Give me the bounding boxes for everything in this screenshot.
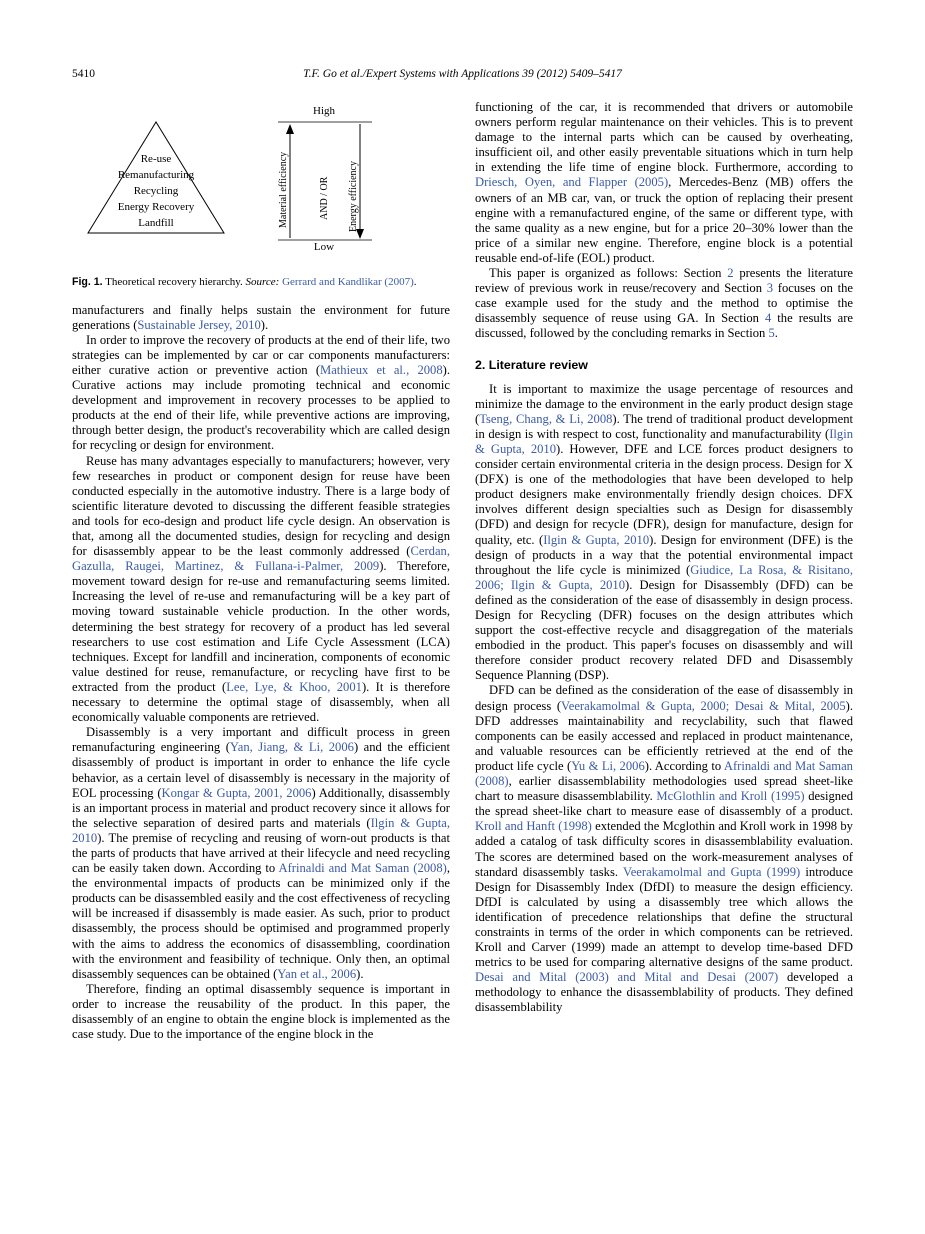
rc-p3-c: ). However, DFE and LCE forces product designers to consider certain environmental criteria in the design process. Design for X (DFX) is one of the methodologies that have been developed to help product designers make environmentally friendly design choices. DFX involves different design specialties such as Design for disassembly (DFD) and design for recycle (DFR), design for manufacture, design for quality, etc. ( [475, 441, 853, 547]
rc-p4-citation-4[interactable]: McGlothlin and Kroll (1995) [656, 789, 805, 804]
figure-label: Fig. 1. [72, 276, 103, 288]
rc-p4-citation-7[interactable]: Desai and Mital (2003) and Mital and Desai (2007) [475, 970, 779, 985]
svg-text:AND / OR: AND / OR [319, 176, 330, 220]
lc-p4-a: Disassembly is a very important and difficult process in green remanufacturing engineering ( [72, 725, 450, 755]
journal-running-title: T.F. Go et al./Expert Systems with Applications 39 (2012) 5409–5417 [303, 68, 622, 80]
rc-p2-c: focuses on the case example used for the study and the method to optimise the disassembly sequence of reuse using GA. In Section [475, 281, 853, 326]
left-column [72, 100, 450, 1042]
svg-text:Recycling: Recycling [133, 185, 179, 197]
svg-text:Landfill: Landfill [138, 217, 174, 229]
lc-p4-b: ) and the efficient disassembly of product is important in order to enhance the life cycle behavior, as a certain level of disassembly is necessary in the majority of EOL processing ( [72, 740, 450, 800]
recovery-hierarchy-diagram [72, 100, 450, 268]
lc-p2-a: In order to improve the recovery of products at the end of their life, two strategies can be implemented by car or car components manufacturers: either curative action or preventive action ( [72, 332, 450, 377]
lc-p2-b: ). Curative actions may include promoting technical and economic development and improvement in recovery processes to be applied to products at the end of their life, while preventive actions are improving, through better design, the product's recoverability which are called design for recycling or design for environment. [72, 362, 450, 453]
svg-text:Energy Recovery: Energy Recovery [117, 201, 195, 213]
lc-p1-a: manufacturers and finally helps sustain the environment for future generations ( [72, 302, 450, 332]
rc-p3-citation-2[interactable]: Ilgin & Gupta, 2010 [475, 426, 853, 456]
svg-text:Low: Low [313, 241, 335, 253]
rc-p4-g: introduce Design for Disassembly Index (DfDI) to measure the design efficiency. DfDI is calculated by using a disassembly tree which allows the identification of precedence relationships that define the structural constraints in terms of the order in which components can be retrieved. Kroll and Carver (1999) made an attempt to develop time-based DFD metrics to be used for comparing alternative designs of the same product. [475, 864, 853, 970]
figure-1 [72, 100, 450, 268]
lc-p4-citation-2[interactable]: Kongar & Gupta, 2001, 2006 [161, 785, 312, 800]
rc-p4-e: designed the spread sheet-like chart to measure ease of disassembly of a product. [475, 789, 853, 819]
svg-text:High: High [313, 105, 335, 117]
rc-p4-b: ). DFD addresses maintainability and recyclability, such that flawed components can be easily accessed and replaced in product maintenance, and valuable resources can be efficiently retrieved at the end of the product life cycle ( [475, 698, 854, 773]
lc-paragraph-3 [72, 454, 450, 726]
lc-p3-b: ). Therefore, movement toward design for re-use and remanufacturing seems limited. Increasing the level of re-use and remanufacturing will be a key part of moving toward sustainable vehicle production. In the other words, determining the best strategy for recovery of a product has led several researchers to use cost estimation and Life Cycle Assessment (LCA) techniques. Except for landfill and incineration, components of economic value destined for reuse, remanufacture, or recycling have first to be extracted from the product ( [72, 559, 450, 694]
rc-p4-citation-6[interactable]: Veerakamolmal and Gupta (1999) [623, 864, 801, 879]
rc-paragraph-3 [475, 382, 853, 684]
rc-p3-a: It is important to maximize the usage percentage of resources and minimize the damage to the environment in the early product design stage ( [475, 381, 853, 426]
lc-p4-citation-3[interactable]: Ilgin & Gupta, 2010 [72, 815, 450, 845]
rc-p4-citation-5[interactable]: Kroll and Hanft (1998) [475, 819, 592, 834]
lc-p1-end: ). [260, 317, 269, 332]
rc-paragraph-1 [475, 100, 853, 266]
rc-p4-d: , earlier disassemblability methodologies used spread sheet-like chart to measure disassemblability. [475, 774, 853, 804]
rc-p4-a: DFD can be defined as the consideration of the ease of disassembly in design process ( [475, 683, 853, 713]
rc-p4-c: ). According to [644, 758, 724, 773]
rc-p4-h: developed a methodology to enhance the disassemblability of products. They defined disassemblability [475, 970, 853, 1015]
figure-source-word: Source: [245, 276, 280, 288]
lc-paragraph-2 [72, 333, 450, 454]
lc-p4-citation-5[interactable]: Yan et al., 2006 [277, 966, 357, 981]
lc-p3-citation-1[interactable]: Cerdan, Gazulla, Raugei, Martinez, & Fullana-i-Palmer, 2009 [72, 544, 450, 574]
lc-p4-c: ) Additionally, disassembly is an important process in material and product recovery since it allows for the selective separation of desired parts and materials ( [72, 785, 450, 830]
right-column [475, 100, 853, 1016]
lc-p3-c: ). It is therefore necessary to determine the optimal stage of disassembly, when all economically valuable components are retrieved. [72, 679, 450, 725]
rc-p2-e: . [774, 326, 778, 341]
rc-p1-a: functioning of the car, it is recommended that drivers or automobile owners perform regular maintenance on their vehicles. This is to prevent damage to the internal parts which can be caused by overheating, insufficient oil, and other easily preventable situations which in turn help in extending the life time of engine block. Furthermore, according to [475, 100, 853, 175]
rc-p2-d: the results are discussed, followed by the concluding remarks in Section [475, 311, 853, 341]
rc-p3-citation-3[interactable]: Ilgin & Gupta, 2010 [543, 532, 650, 547]
lc-p4-f: ). [356, 966, 364, 981]
lc-p3-citation-2[interactable]: Lee, Lye, & Khoo, 2001 [226, 679, 362, 694]
rc-p3-d: ). Design for environment (DFE) is the design of products in a way that the potential environmental impact throughout the life cycle is minimized ( [475, 532, 854, 577]
lc-p4-e: , the environmental impacts of products can be minimized only if the products can be disassembled easily and the cost effectiveness of recycling will be increased if disassembly is made easier. As such, prior to product disassembly, the process should be optimised and programmed properly with the aims to address the economics of disassembling, coordination with the environment and feasibility of technique. Only then, an optimal disassembly sequences can be obtained ( [72, 861, 450, 981]
rc-p4-f: extended the Mcglothin and Kroll work in 1998 by added a catalog of task difficulty scores in disassemblability evaluation. The scores are determined based on the work-measurement analyses of standard disassembly tasks. [475, 819, 853, 879]
rc-paragraph-4 [475, 683, 853, 1015]
rc-p3-e: ). Design for Disassembly (DFD) can be defined as the consideration of the ease of disassembly in design process. Design for Recycling (DFR) focuses on the design attributes which support the cost-effective recycle and disaggregation of the materials embodied in the product. This paper's focuses on disassembly and will therefore consider product recovery related DFD and Disassembly Sequence Planning (DSP). [475, 577, 854, 683]
figure-source-citation[interactable]: Gerrard and Kandlikar (2007) [282, 276, 414, 288]
figure-caption-end: . [413, 276, 417, 288]
lc-p4-citation-4[interactable]: Afrinaldi and Mat Saman (2008) [278, 861, 447, 876]
rc-p4-citation-1[interactable]: Veerakamolmal & Gupta, 2000; Desai & Mital, 2005 [561, 698, 846, 713]
rc-p2-a: This paper is organized as follows: Section [489, 266, 728, 281]
svg-text:Re-use: Re-use [140, 153, 172, 165]
svg-text:Energy efficiency: Energy efficiency [348, 161, 359, 232]
lc-p1-citation[interactable]: Sustainable Jersey, 2010 [137, 317, 261, 332]
lc-p2-citation[interactable]: Mathieux et al., 2008 [320, 362, 443, 377]
paragraph-continuation [72, 303, 450, 333]
rc-p1-citation[interactable]: Driesch, Oyen, and Flapper (2005) [475, 175, 669, 190]
rc-p4-citation-3[interactable]: Afrinaldi and Mat Saman (2008) [475, 758, 853, 789]
rc-p3-citation-1[interactable]: Tseng, Chang, & Li, 2008 [479, 411, 613, 426]
svg-text:Material efficiency: Material efficiency [278, 151, 289, 228]
lc-paragraph-5: Therefore, finding an optimal disassembly sequence is important in order to increase the reusability of the product. In this paper, the disassembly of an engine to obtain the engine block is implemented as the case study. Due to the importance of the engine block in the [72, 981, 450, 1042]
lc-p4-d: ). The premise of recycling and reusing of worn-out products is that the parts of products that have arrived at their lifecycle and need recycling can be easily taken down. According to [72, 830, 450, 876]
rc-p3-citation-4[interactable]: Giudice, La Rosa, & Risitano, 2006; Ilgin & Gupta, 2010 [475, 562, 853, 592]
section-heading-literature-review: 2. Literature review [475, 357, 588, 372]
running-head [72, 68, 853, 82]
lc-p4-citation-1[interactable]: Yan, Jiang, & Li, 2006 [229, 740, 354, 755]
svg-text:Remanufacturing: Remanufacturing [117, 169, 195, 181]
figure-caption [72, 276, 450, 290]
rc-section-link-3[interactable]: 3 [766, 281, 774, 296]
rc-p4-citation-2[interactable]: Yu & Li, 2006 [571, 758, 645, 773]
rc-p2-b: presents the literature review of previous work in reuse/recovery and Section [475, 266, 853, 296]
lc-paragraph-4 [72, 725, 450, 982]
rc-p3-b: ). The trend of traditional product development in design is with respect to cost, functionality and manufacturability ( [475, 411, 853, 441]
figure-caption-text: Theoretical recovery hierarchy. [105, 276, 246, 288]
rc-section-link-5[interactable]: 5 [768, 326, 775, 341]
page-number: 5410 [72, 68, 95, 80]
rc-p1-b: , Mercedes-Benz (MB) offers the owners of an MB car, van, or truck the option of replacing their present engine with a remanufactured engine, of the same or different type, with the same quality as a new engine, but for a price 20–30% lower than the price of a similar new engine. Therefore, engine block is a potential reusable end-of-life (EOL) product. [475, 175, 853, 265]
rc-section-link-4[interactable]: 4 [764, 311, 772, 326]
rc-section-link-2[interactable]: 2 [727, 266, 734, 281]
rc-paragraph-2 [475, 266, 853, 341]
lc-p3-a: Reuse has many advantages especially to manufacturers; however, very few researches in product or component design for reuse have been conducted especially in the automotive industry. There is a large body of scientific literature devoted to discussing the different feasible strategies and tools for eco-design and product life cycle design. An observation is that, among all the documented studies, design for recycling and design for disassembly appear to be the least commonly addressed ( [72, 453, 450, 559]
